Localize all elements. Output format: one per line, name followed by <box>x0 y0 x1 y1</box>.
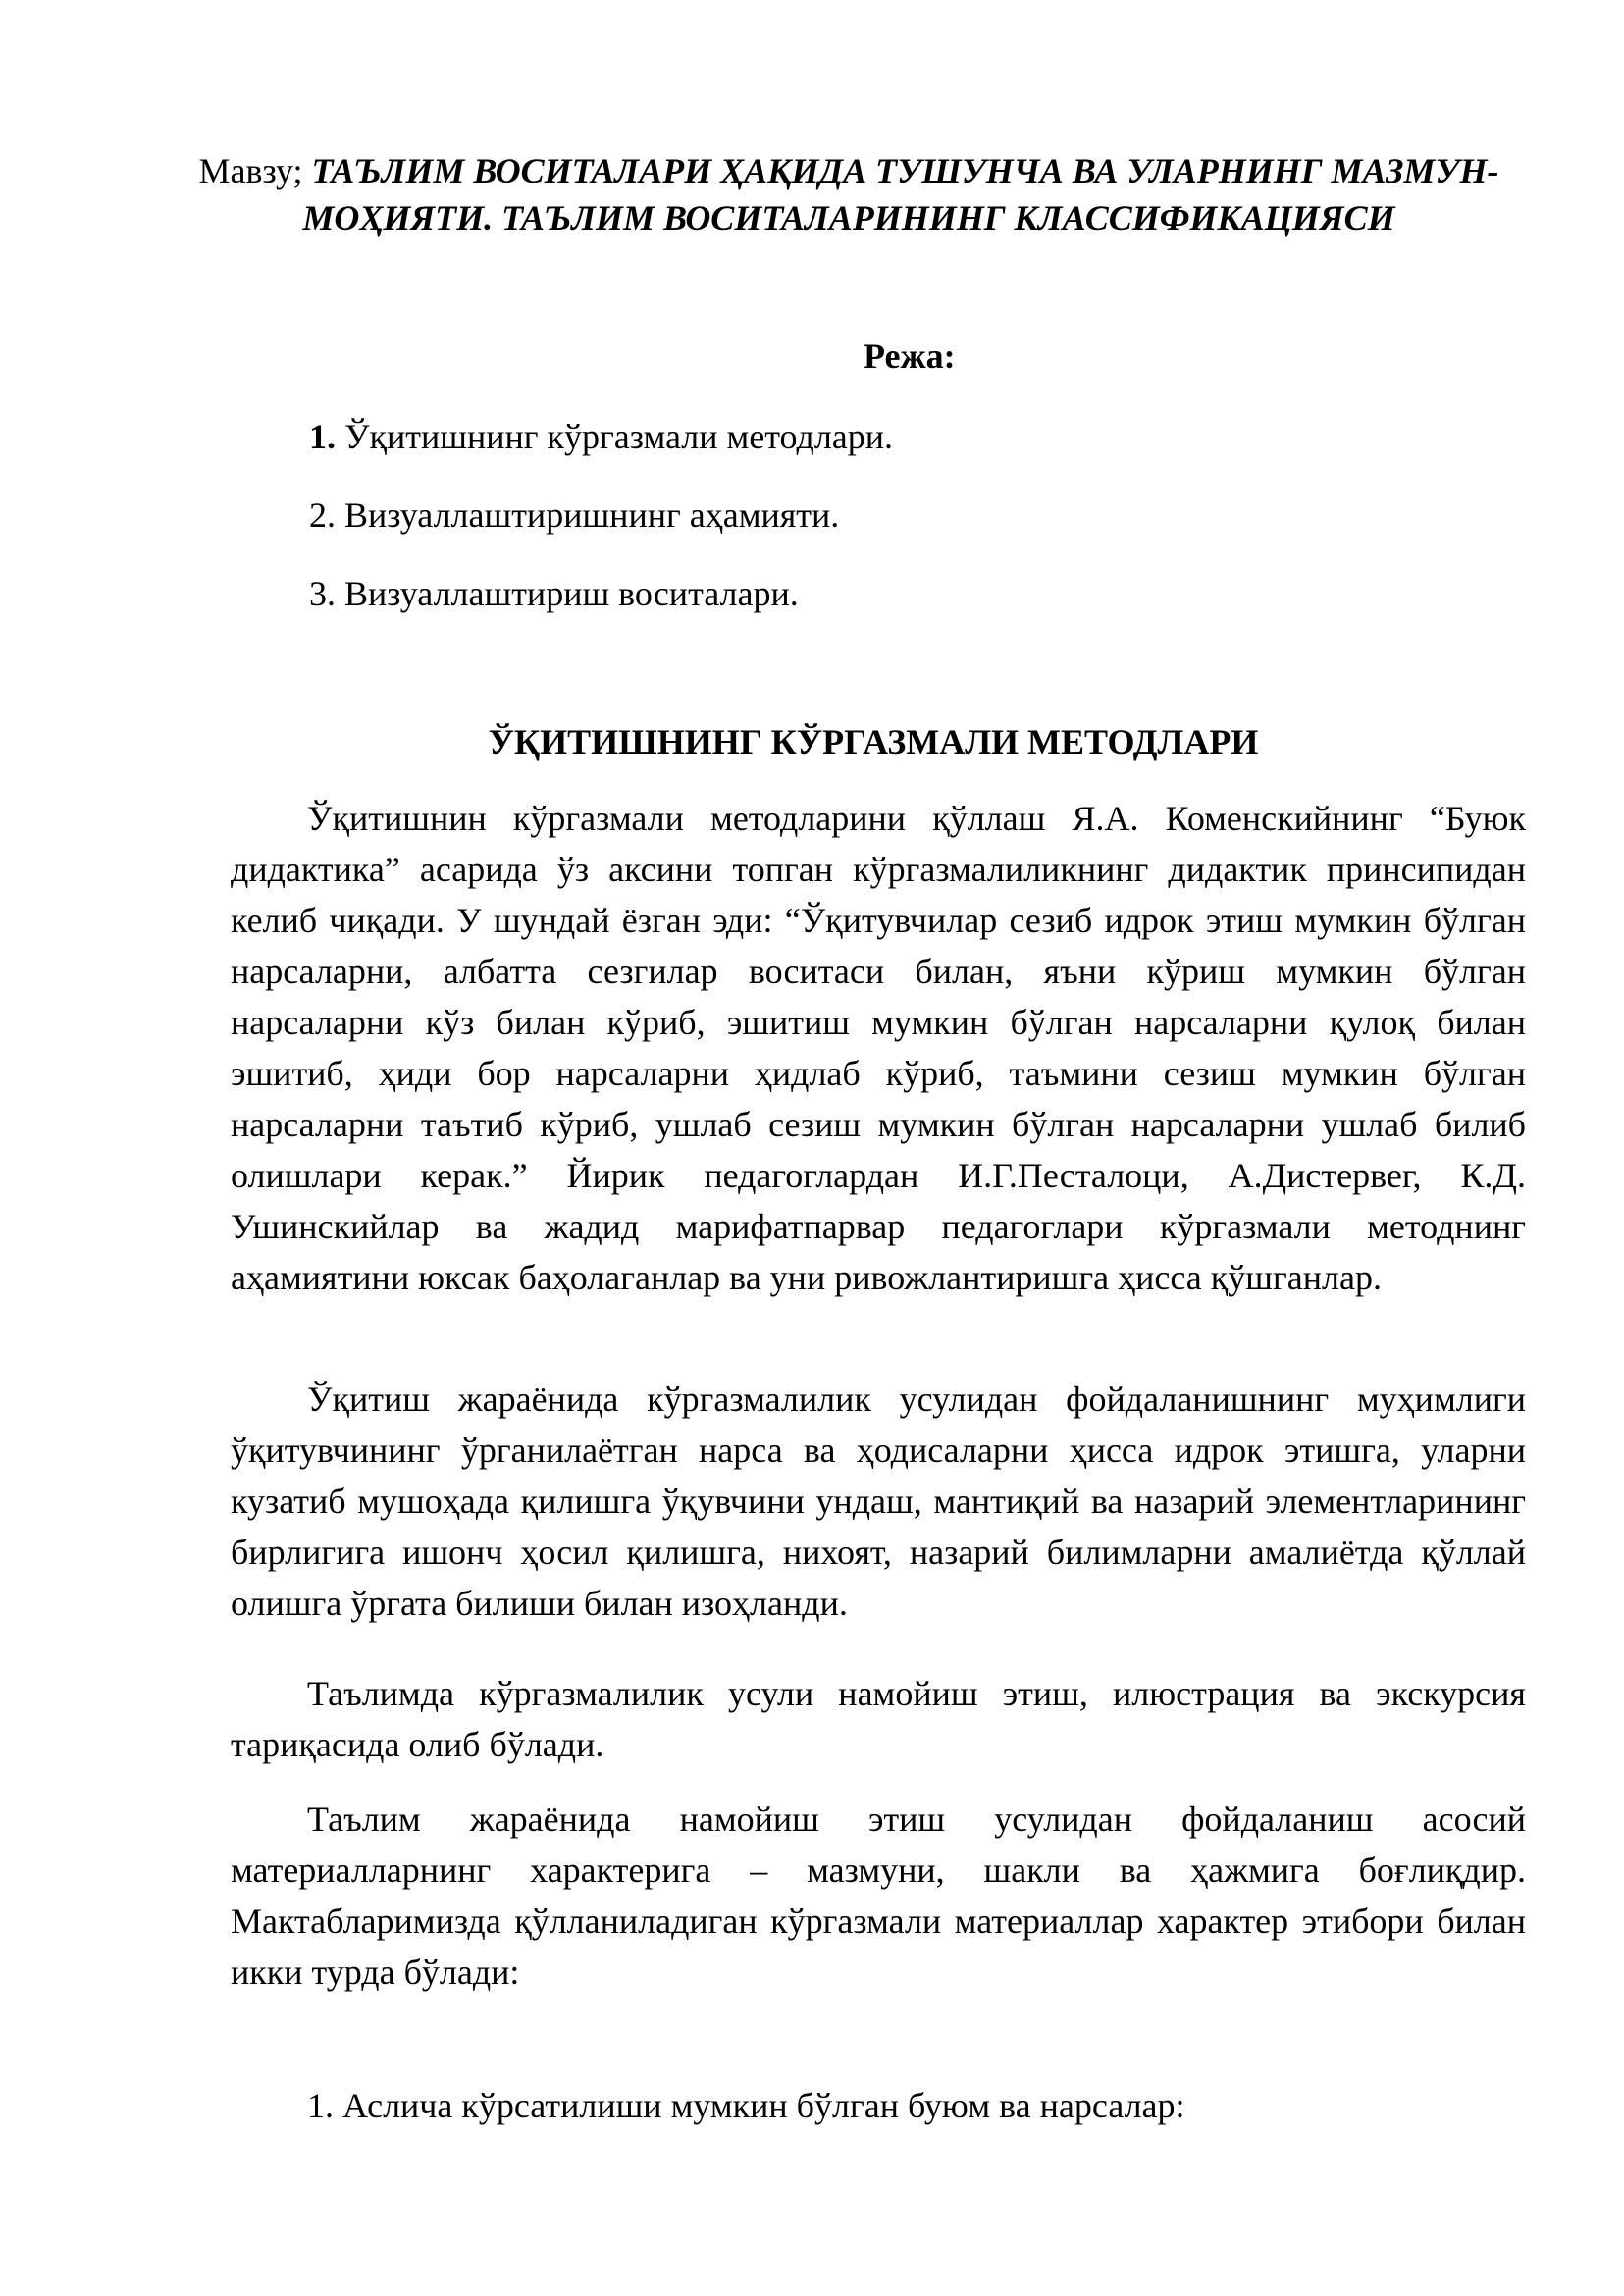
plan-item-number: 1. <box>309 417 336 456</box>
title-main: ТАЪЛИМ ВОСИТАЛАРИ ҲАҚИДА ТУШУНЧА ВА УЛАРНИНГ МАЗМУН-МОҲИЯТИ. ТАЪЛИМ ВОСИТАЛАРИНИНГ КЛАССИФИКАЦИЯСИ <box>302 151 1499 237</box>
plan-item-number: 2. <box>309 496 336 535</box>
paragraph: Таълимда кўргазмалилик усули намойиш этиш, илюстрация ва экскурсия тариқасида олиб бўлади. <box>231 1674 1526 1764</box>
plan-item <box>309 417 893 456</box>
plan-list <box>309 417 893 652</box>
paragraph: Таълим жараёнида намойиш этиш усулидан фойдаланиш асосий материалларнинг характерига – мазмуни, шакли ва ҳажмига боғлиқдир. Мактабларимизда қўлланиладиган кўргазмали материаллар характер этибори билан икки турда бўлади: <box>231 1800 1526 1992</box>
paragraph: Ўқитиш жараёнида кўргазмалилик усулидан фойдаланишнинг муҳимлиги ўқитувчининг ўрганилаётган нарса ва ҳодисаларни ҳисса идрок этишга, уларни кузатиб мушоҳада қилишга ўқувчини ундаш, мантиқий ва назарий элементларининг бирлигига ишонч ҳосил қилишга, нихоят, назарий билимларни амалиётда қўллай олишга ўргата билиши билан изоҳланди. <box>231 1380 1526 1623</box>
plan-item-number: 3. <box>309 574 336 613</box>
plan-item-text: Ўқитишнинг кўргазмали методлари. <box>336 417 894 456</box>
numbered-item: 1. Аслича кўрсатилиши мумкин бўлган буюм ва нарсалар: <box>307 2086 1185 2125</box>
paragraph: Ўқитишнин кўргазмали методларини қўллаш Я.А. Коменскийнинг “Буюк дидактика” асарида ўз аксини топган кўргазмалиликнинг дидактик принсипидан келиб чиқади. У шундай ёзган эди: “Ўқитувчилар сезиб идрок этиш мумкин бўлган нарсаларни, албатта сезгилар воситаси билан, яъни кўриш мумкин бўлган нарсаларни кўз билан кўриб, эшитиш мумкин бўлган нарсаларни қулоқ билан эшитиб, ҳиди бор нарсаларни ҳидлаб кўриб, таъмини сезиш мумкин бўлган нарсаларни таътиб кўриб, ушлаб сезиш мумкин бўлган нарсаларни ушлаб билиб олишлари керак.” Йирик педагоглардан И.Г.Песталоци, А.Дистервег, К.Д. Ушинскийлар ва жадид марифатпарвар педагоглари кўргазмали методнинг аҳамиятини юксак баҳолаганлар ва уни ривожлантиришга ҳисса қўшганлар. <box>231 799 1526 1297</box>
plan-item-text: Визуаллаштиришнинг аҳамияти. <box>336 496 840 535</box>
plan-heading: Режа: <box>864 337 956 376</box>
plan-item-text: Визуаллаштириш воситалари. <box>336 574 799 613</box>
plan-item <box>309 574 893 613</box>
section-heading: ЎҚИТИШНИНГ КЎРГАЗМАЛИ МЕТОДЛАРИ <box>488 722 1259 761</box>
title-prefix: Мавзу; <box>198 151 312 190</box>
plan-item <box>309 496 893 535</box>
document-title <box>196 147 1501 241</box>
